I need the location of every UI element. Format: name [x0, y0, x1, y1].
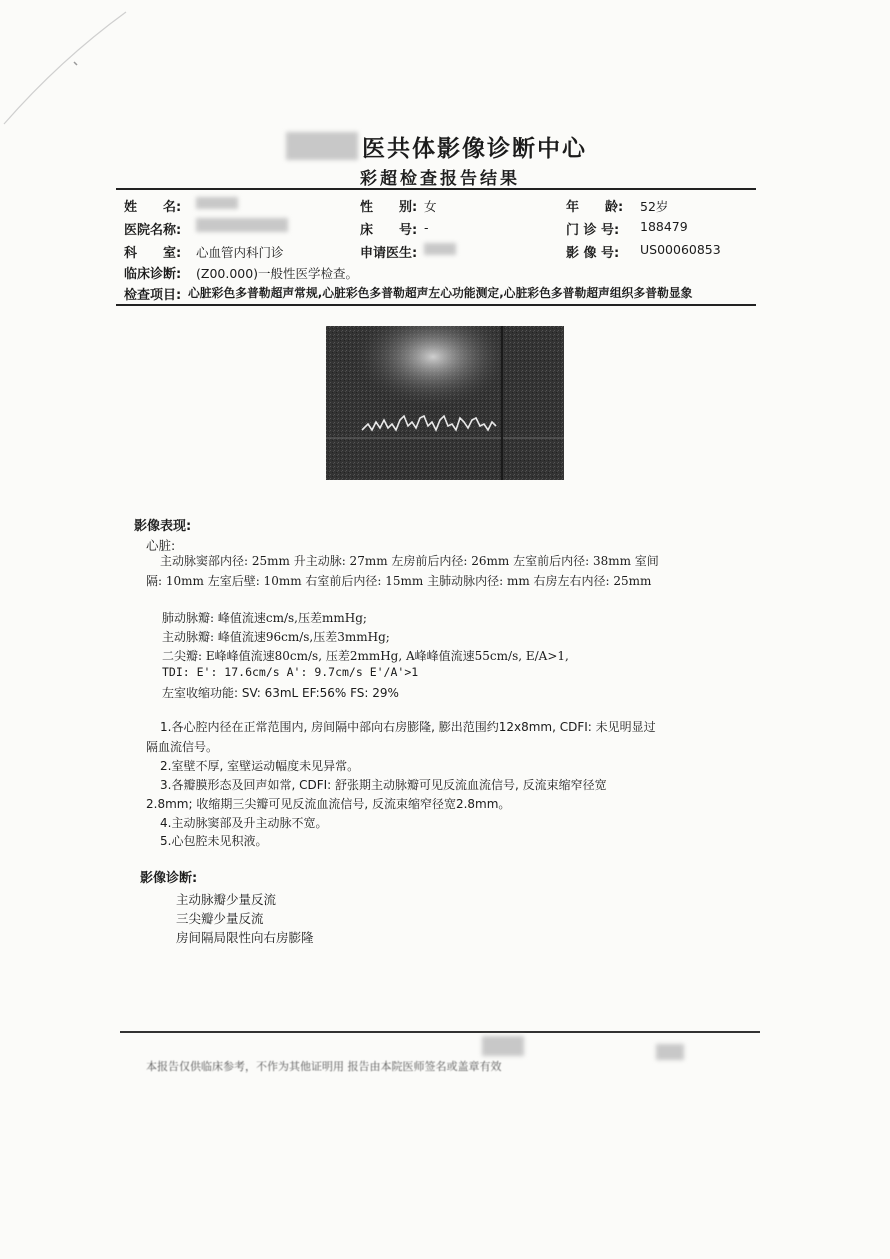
exam-items-label: 检查项目: [124, 288, 182, 303]
heart-measurements-line1: 主动脉窦部内径: 25mm 升主动脉: 27mm 左房前后内径: 26mm 左室前后内径: 38mm 室间 [160, 554, 659, 568]
dept-value: 心血管内科门诊 [196, 245, 284, 260]
mitral-valve-line: 二尖瓣: E峰峰值流速80cm/s, 压差2mmHg, A峰峰值流速55cm/s, E/A>1, [162, 649, 569, 663]
pulmonary-valve-line: 肺动脉瓣: 峰值流速cm/s,压差mmHg; [162, 611, 367, 625]
tdi-line: TDI: E': 17.6cm/s A': 9.7cm/s E'/A'>1 [162, 665, 419, 679]
doctor-label: 申请医生: [360, 246, 418, 261]
diagnosis-heading: 影像诊断: [140, 871, 198, 886]
sex-value: 女 [424, 199, 437, 214]
sex-label: 性 别: [360, 200, 418, 215]
footer-rule [120, 1031, 760, 1033]
name-label: 姓 名: [124, 200, 182, 215]
diagnosis-item: 房间隔局限性向右房膨隆 [176, 930, 314, 945]
dept-label: 科 室: [124, 246, 182, 261]
heart-measurements-line2: 隔: 10mm 左室后壁: 10mm 右室前后内径: 15mm 主肺动脉内径: mm 右房左右内径: 25mm [146, 574, 652, 588]
heart-label: 心脏: [146, 538, 176, 553]
clinic-no-label: 门 诊 号: [566, 223, 620, 238]
age-value: 52岁 [640, 199, 669, 214]
redacted-hospital [196, 218, 288, 232]
redacted-doctor [424, 243, 456, 255]
redacted-stamp [656, 1044, 684, 1060]
redacted-patient-name [196, 197, 238, 209]
finding-4: 4.主动脉窦部及升主动脉不宽。 [160, 816, 328, 830]
doppler-waveform-graphic [326, 326, 564, 480]
finding-2: 2.室壁不厚, 室壁运动幅度未见异常。 [160, 759, 360, 773]
clinical-dx-value: (Z00.000)一般性医学检查。 [196, 266, 359, 281]
finding-1-line-b: 隔血流信号。 [146, 740, 219, 754]
exam-items-value: 心脏彩色多普勒超声常规,心脏彩色多普勒超声左心功能测定,心脏彩色多普勒超声组织多普勒显象 [188, 286, 693, 300]
hospital-label: 医院名称: [124, 223, 182, 238]
diagnosis-item: 主动脉瓣少量反流 [176, 892, 277, 907]
title-line1: 医共体影像诊断中心 [362, 136, 587, 162]
diagnosis-item: 三尖瓣少量反流 [176, 911, 264, 926]
finding-3-line-b: 2.8mm; 收缩期三尖瓣可见反流血流信号, 反流束缩窄径宽2.8mm。 [146, 797, 511, 811]
header-bottom-rule [116, 304, 756, 306]
clinic-no-value: 188479 [640, 219, 688, 234]
redacted-hospital-name [286, 132, 358, 160]
findings-heading: 影像表现: [134, 519, 192, 534]
footer-note: 本报告仅供临床参考，不作为其他证明用 报告由本院医师签名或盖章有效 [146, 1060, 502, 1073]
bed-label: 床 号: [360, 223, 418, 238]
header-top-rule [116, 188, 756, 190]
age-label: 年 龄: [566, 200, 624, 215]
clinical-dx-label: 临床诊断: [124, 267, 182, 282]
redacted-signature [482, 1036, 524, 1056]
finding-1-line-a: 1.各心腔内径在正常范围内, 房间隔中部向右房膨隆, 膨出范围约12x8mm, CDFI: 未见明显过 [160, 720, 656, 734]
finding-5: 5.心包腔未见积液。 [160, 834, 268, 848]
report-subtitle: 彩超检查报告结果 [360, 169, 520, 189]
bed-value: - [424, 220, 429, 235]
ultrasound-doppler-image [326, 326, 564, 480]
finding-3-line-a: 3.各瓣膜形态及回声如常, CDFI: 舒张期主动脉瓣可见反流血流信号, 反流束缩窄径宽 [160, 778, 607, 792]
image-no-label: 影 像 号: [566, 246, 620, 261]
image-no-value: US00060853 [640, 242, 721, 257]
aortic-valve-line: 主动脉瓣: 峰值流速96cm/s,压差3mmHg; [162, 630, 390, 644]
scan-artifact-mark [0, 0, 140, 140]
lv-function-line: 左室收缩功能: SV: 63mL EF:56% FS: 29% [162, 686, 399, 700]
